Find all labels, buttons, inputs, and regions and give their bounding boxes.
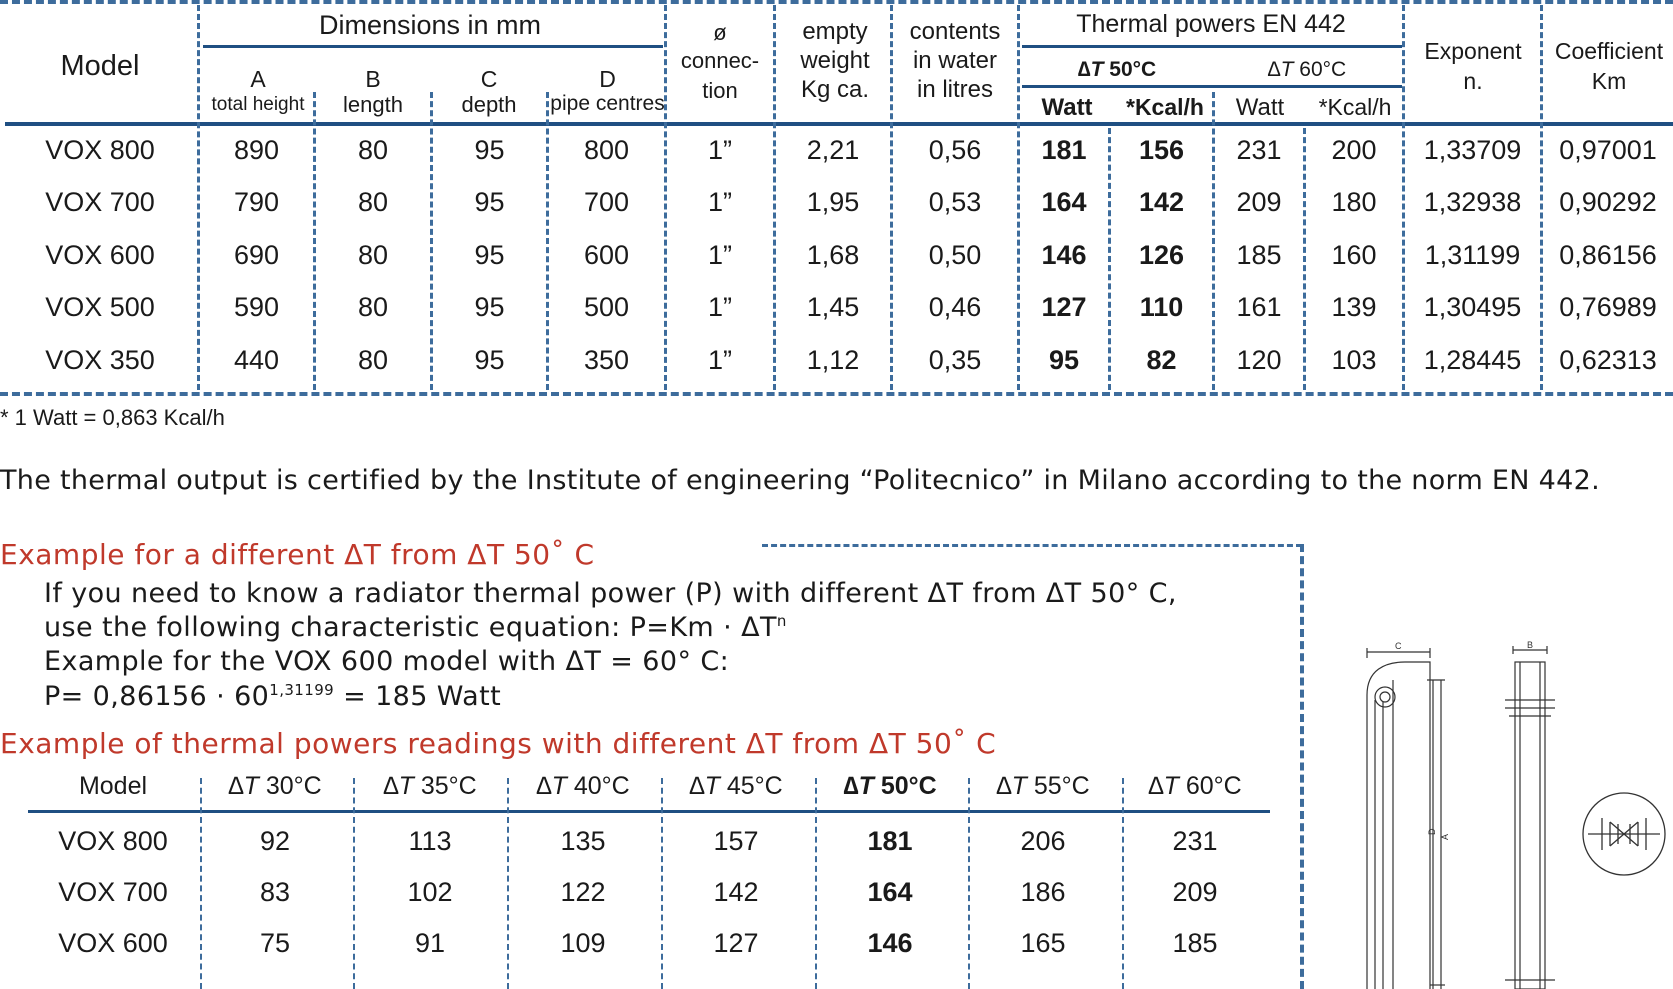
weight-header-1: empty (802, 18, 868, 45)
spec-cell-exp: 1,31199 (1424, 240, 1521, 270)
readings-value: 157 (713, 826, 759, 856)
dim-a-letter: A (250, 66, 266, 92)
spec-cell-w60: 209 (1236, 187, 1282, 217)
spec-cell-k60: 139 (1331, 292, 1377, 322)
spec-cell-w60: 231 (1236, 135, 1282, 165)
spec-cell-k50: 126 (1138, 240, 1185, 270)
readings-model: VOX 800 (58, 826, 168, 856)
dimensions-header: Dimensions in mm (318, 10, 542, 40)
spec-cell-weight: 2,21 (806, 135, 860, 165)
readings-value: 206 (1020, 826, 1066, 856)
spec-cell-w50: 127 (1041, 292, 1087, 322)
readings-title: Example of thermal powers readings with different ΔT from ΔT 50˚ C (0, 727, 997, 760)
readings-header-5: ∆T 55°C (996, 772, 1090, 800)
readings-value: 102 (407, 877, 453, 907)
spec-cell-b: 80 (357, 292, 389, 322)
kcal60-header: *Kcal/h (1318, 94, 1392, 120)
spec-cell-b: 80 (357, 240, 389, 270)
readings-header-1: ∆T 35°C (383, 772, 477, 800)
drawing-label-a: A (1440, 833, 1450, 840)
spec-cell-w60: 161 (1236, 292, 1282, 322)
readings-col-divider (353, 778, 355, 989)
spec-cell-conn: 1” (707, 292, 732, 322)
radiator-side-drawing (1355, 640, 1455, 989)
spec-cell-a: 440 (233, 345, 280, 375)
readings-value: 146 (867, 928, 913, 958)
connection-header-3: tion (702, 78, 738, 103)
dim-a-sub: total height (211, 94, 305, 115)
spec-cell-k60: 103 (1331, 345, 1377, 375)
spec-cell-k50: 110 (1139, 292, 1184, 322)
spec-cell-exp: 1,33709 (1423, 135, 1522, 165)
water-header-2: in water (912, 47, 998, 74)
spec-cell-w50: 181 (1041, 135, 1087, 165)
readings-header-3: ∆T 45°C (689, 772, 783, 800)
connection-header-1: ø (713, 20, 727, 45)
spec-cell-conn: 1” (707, 345, 732, 375)
readings-header-0: ∆T 30°C (228, 772, 322, 800)
spec-cell-d: 350 (583, 345, 630, 375)
dim-c-sub: depth (461, 92, 517, 117)
thermal-sub-underline (1022, 85, 1402, 88)
readings-header-separator (28, 810, 1270, 813)
spec-cell-d: 600 (583, 240, 630, 270)
spec-cell-weight: 1,95 (806, 187, 860, 217)
spec-cell-weight: 1,12 (806, 345, 860, 375)
coefficient-header-1: Coefficient (1554, 38, 1664, 64)
spec-cell-c: 95 (474, 187, 505, 217)
example-line-1: If you need to know a radiator thermal power (P) with different ΔT from ΔT 50° C, (44, 578, 1177, 609)
example-title: Example for a different ΔT from ΔT 50˚ C (0, 538, 595, 571)
dim-b-letter: B (365, 66, 381, 92)
delta-icon: ∆T (383, 772, 421, 800)
spec-cell-water: 0,56 (928, 135, 982, 165)
example-box-right-border (1300, 544, 1304, 989)
spec-cell-a: 590 (233, 292, 280, 322)
spec-cell-k60: 200 (1331, 135, 1377, 165)
spec-cell-water: 0,50 (928, 240, 982, 270)
example-line-3: Example for the VOX 600 model with ΔT = 60° C: (44, 646, 730, 677)
dimensions-underline (203, 45, 663, 48)
water-header-3: in litres (916, 76, 994, 103)
spec-cell-w50: 146 (1041, 240, 1087, 270)
spec-cell-c: 95 (474, 292, 505, 322)
delta-icon: ∆T (1267, 58, 1294, 81)
spec-cell-a: 690 (233, 240, 280, 270)
readings-value: 92 (259, 826, 291, 856)
spec-cell-model: VOX 350 (45, 345, 155, 375)
spec-cell-conn: 1” (707, 187, 732, 217)
spec-cell-water: 0,46 (928, 292, 982, 322)
readings-value: 181 (867, 826, 913, 856)
spec-cell-k50: 142 (1138, 187, 1185, 217)
spec-cell-d: 500 (583, 292, 630, 322)
spec-cell-w50: 95 (1048, 345, 1080, 375)
spec-cell-c: 95 (474, 345, 505, 375)
connection-detail-icon (1580, 790, 1668, 878)
spec-cell-model: VOX 700 (45, 187, 155, 217)
spec-cell-w60: 185 (1236, 240, 1282, 270)
spec-cell-k50: 156 (1138, 135, 1185, 165)
watt50-header: Watt (1041, 94, 1093, 121)
spec-cell-km: 0,97001 (1559, 135, 1657, 165)
spec-cell-model: VOX 600 (45, 240, 155, 270)
readings-value: 142 (713, 877, 759, 907)
spec-table (0, 0, 1673, 400)
readings-value: 165 (1020, 928, 1066, 958)
readings-value: 186 (1020, 877, 1066, 907)
exponent-header-1: Exponent (1424, 38, 1522, 64)
delta-icon: ∆T (536, 772, 574, 800)
delta-icon: ∆T (996, 772, 1034, 800)
dim-d-letter: D (599, 66, 616, 92)
thermal-header: Thermal powers EN 442 (1076, 10, 1346, 38)
spec-cell-k60: 160 (1331, 240, 1377, 270)
spec-cell-exp: 1,30495 (1423, 292, 1522, 322)
readings-value: 135 (560, 826, 606, 856)
example-line-2: use the following characteristic equation: $P=Km \cdot \Delta T^n$ (44, 612, 787, 643)
watt60-header: Watt (1235, 94, 1285, 121)
dim-b-sub: length (343, 92, 403, 117)
readings-header-4: ∆T 50°C (843, 772, 937, 800)
kcal50-header: *Kcal/h (1126, 94, 1204, 120)
spec-cell-water: 0,35 (928, 345, 982, 375)
spec-cell-w60: 120 (1236, 345, 1282, 375)
spec-cell-exp: 1,32938 (1423, 187, 1522, 217)
dim-c-letter: C (480, 66, 498, 92)
readings-header-2: ∆T 40°C (536, 772, 630, 800)
water-header-1: contents (909, 18, 1001, 45)
coefficient-header-2: Km (1591, 68, 1627, 94)
model-header: Model (60, 50, 140, 82)
readings-value: 185 (1172, 928, 1218, 958)
spec-cell-model: VOX 800 (45, 135, 155, 165)
delta-icon: ∆T (1077, 58, 1104, 81)
readings-col-divider (200, 778, 202, 989)
readings-value: 209 (1172, 877, 1218, 907)
footnote: * 1 Watt = 0,863 Kcal/h (0, 405, 225, 430)
spec-cell-w50: 164 (1041, 187, 1087, 217)
dim-d-sub: pipe centres (550, 92, 665, 115)
readings-col-divider (1122, 778, 1124, 989)
readings-model: VOX 700 (58, 877, 168, 907)
readings-col-divider (968, 778, 970, 989)
spec-cell-conn: 1” (707, 240, 732, 270)
spec-cell-km: 0,62313 (1559, 345, 1657, 375)
readings-value: 164 (867, 877, 913, 907)
spec-cell-a: 790 (233, 187, 280, 217)
readings-value: 75 (259, 928, 291, 958)
spec-cell-model: VOX 500 (45, 292, 155, 322)
connection-header-2: connec- (680, 48, 760, 73)
certification-text: The thermal output is certified by the Institute of engineering “Politecnico” in Milano according to the norm EN 442. (0, 465, 1600, 496)
header-separator (5, 122, 1673, 126)
spec-cell-k60: 180 (1331, 187, 1377, 217)
readings-value: 113 (408, 826, 452, 856)
spec-cell-conn: 1” (707, 135, 732, 165)
dt60-header: ∆T 60°C (1267, 58, 1347, 81)
readings-col-divider (815, 778, 817, 989)
readings-table (0, 760, 1300, 989)
spec-cell-c: 95 (474, 135, 505, 165)
spec-cell-d: 800 (583, 135, 630, 165)
weight-header-2: weight (800, 47, 870, 74)
readings-value: 83 (259, 877, 291, 907)
readings-value: 109 (560, 928, 606, 958)
drawing-label-d: D (1427, 828, 1437, 835)
spec-cell-b: 80 (357, 135, 389, 165)
delta-icon: ∆T (1148, 772, 1186, 800)
spec-cell-exp: 1,28445 (1423, 345, 1522, 375)
radiator-front-drawing (1495, 640, 1575, 989)
exponent-header-2: n. (1463, 68, 1483, 94)
delta-icon: ∆T (689, 772, 727, 800)
readings-header-6: ∆T 60°C (1148, 772, 1242, 800)
spec-cell-c: 95 (474, 240, 505, 270)
drawing-label-c: C (1395, 641, 1402, 651)
spec-cell-a: 890 (233, 135, 280, 165)
dt50-header: ∆T 50°C (1077, 58, 1157, 81)
delta-icon: ∆T (843, 772, 881, 800)
drawing-label-b: B (1527, 640, 1534, 650)
readings-model: VOX 600 (58, 928, 168, 958)
readings-value: 231 (1172, 826, 1218, 856)
spec-cell-weight: 1,68 (806, 240, 860, 270)
readings-value: 127 (713, 928, 759, 958)
example-box-top-border (762, 544, 1302, 547)
spec-cell-km: 0,86156 (1559, 240, 1657, 270)
readings-value: 122 (560, 877, 606, 907)
example-line-4: $P= 0,86156 \cdot 60^{1,31199} = 185$ Watt (44, 681, 502, 712)
spec-cell-km: 0,76989 (1559, 292, 1657, 322)
delta-icon: ∆T (228, 772, 266, 800)
spec-cell-water: 0,53 (928, 187, 982, 217)
spec-cell-b: 80 (357, 187, 389, 217)
weight-header-3: Kg ca. (800, 76, 870, 103)
spec-cell-b: 80 (357, 345, 389, 375)
readings-value: 91 (414, 928, 446, 958)
table-top-border (0, 0, 1673, 4)
spec-cell-k50: 82 (1146, 345, 1177, 375)
table-bottom-border (0, 392, 1673, 396)
spec-cell-km: 0,90292 (1559, 187, 1657, 217)
readings-model-header: Model (78, 772, 148, 800)
readings-col-divider (507, 778, 509, 989)
thermal-underline (1022, 45, 1402, 48)
spec-cell-weight: 1,45 (806, 292, 860, 322)
readings-col-divider (661, 778, 663, 989)
spec-cell-d: 700 (583, 187, 630, 217)
